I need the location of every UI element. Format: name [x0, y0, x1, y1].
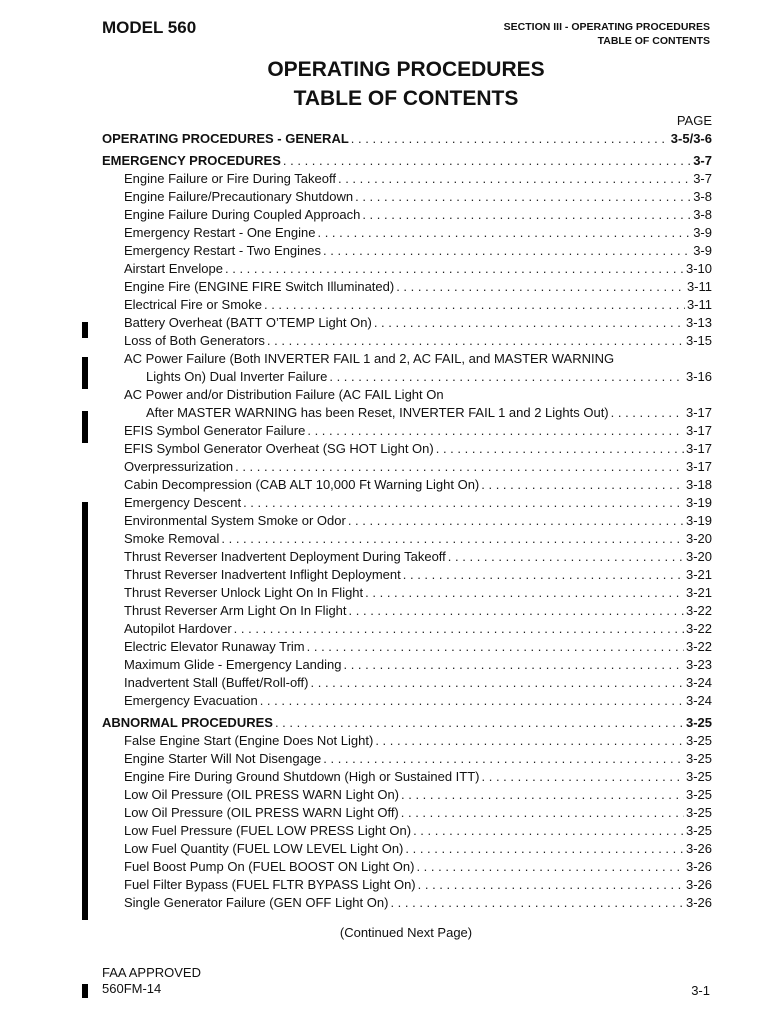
- toc-entry: [102, 512, 712, 530]
- toc-page-number: 3-17: [685, 423, 712, 438]
- toc-entry: [102, 894, 712, 912]
- revision-bar: [82, 357, 88, 389]
- toc-section-heading: [102, 714, 712, 732]
- toc-entry-title: ABNORMAL PROCEDURES: [102, 715, 273, 730]
- toc-entry: [102, 530, 712, 548]
- toc-entry: [102, 440, 712, 458]
- toc-entry-title: Emergency Restart - One Engine: [124, 225, 316, 240]
- toc-entry: [102, 840, 712, 858]
- toc-entry-title: Emergency Evacuation: [124, 693, 258, 708]
- toc-page-number: 3-26: [685, 895, 712, 910]
- toc-entry-title: Electric Elevator Runaway Trim: [124, 639, 305, 654]
- toc-page-number: 3-26: [685, 841, 712, 856]
- dot-leader: [265, 332, 684, 350]
- toc-page-number: 3-10: [685, 261, 712, 276]
- toc-page-number: 3-22: [685, 639, 712, 654]
- toc-entry-title: Airstart Envelope: [124, 261, 223, 276]
- dot-leader: [327, 368, 684, 386]
- toc-page-number: 3-25: [685, 823, 712, 838]
- dot-leader: [411, 822, 684, 840]
- dot-leader: [394, 278, 685, 296]
- toc-entry-title: Battery Overheat (BATT O’TEMP Light On): [124, 315, 372, 330]
- section-header: [504, 20, 710, 48]
- toc-entry: [102, 314, 712, 332]
- toc-entry: [102, 476, 712, 494]
- toc-entry-title: EFIS Symbol Generator Overheat (SG HOT Light On): [124, 441, 434, 456]
- toc-page-number: 3-25: [685, 733, 712, 748]
- dot-leader: [321, 242, 691, 260]
- toc-entry-title: Thrust Reverser Inadvertent Deployment During Takeoff: [124, 549, 446, 564]
- toc-entry: [102, 170, 712, 188]
- toc-entry: [102, 332, 712, 350]
- toc-page-number: 3-23: [685, 657, 712, 672]
- toc-page-number: 3-21: [685, 567, 712, 582]
- toc-entry: [102, 206, 712, 224]
- dot-leader: [347, 602, 684, 620]
- toc-section-heading: [102, 130, 712, 148]
- toc-page-number: 3-15: [685, 333, 712, 348]
- toc-entry: [102, 296, 712, 314]
- toc-entry: [102, 858, 712, 876]
- toc-entry: [102, 876, 712, 894]
- toc-page-number: 3-17: [685, 459, 712, 474]
- toc-entry: [102, 674, 712, 692]
- toc-entry-title: Inadvertent Stall (Buffet/Roll-off): [124, 675, 309, 690]
- dot-leader: [341, 656, 683, 674]
- toc-entry: [102, 602, 712, 620]
- section-header-line1: SECTION III - OPERATING PROCEDURES: [503, 21, 710, 33]
- toc-entry: [102, 732, 712, 750]
- toc-entry: [102, 494, 712, 512]
- faa-approved-label: FAA APPROVED: [102, 965, 201, 980]
- toc-page-number: 3-26: [685, 859, 712, 874]
- toc-page-number: 3-25: [685, 805, 712, 820]
- toc-page-number: 3-17: [685, 405, 712, 420]
- toc-section-heading: [102, 152, 712, 170]
- toc-entry-title: Emergency Descent: [124, 495, 242, 510]
- dot-leader: [336, 170, 691, 188]
- toc-entry-title: Engine Failure During Coupled Approach: [124, 207, 361, 222]
- toc-entry-title: Single Generator Failure (GEN OFF Light On): [124, 895, 389, 910]
- toc-page-number: 3-25: [685, 751, 712, 766]
- document-id: 560FM-14: [102, 981, 162, 996]
- toc-entry: [102, 350, 712, 368]
- dot-leader: [480, 768, 684, 786]
- toc-entry: [102, 620, 712, 638]
- toc-entry-title: Cabin Decompression (CAB ALT 10,000 Ft Warning Light On): [124, 477, 480, 492]
- toc-page-number: 3-21: [685, 585, 712, 600]
- dot-leader: [281, 152, 691, 170]
- toc-page-number: 3-8: [693, 189, 712, 204]
- toc-page-number: 3-26: [685, 877, 712, 892]
- toc-entry: [102, 386, 712, 404]
- toc-page-number: 3-24: [685, 693, 712, 708]
- dot-leader: [232, 620, 684, 638]
- toc-entry: [102, 750, 712, 768]
- toc-entry-title: Low Fuel Quantity (FUEL LOW LEVEL Light On): [124, 841, 404, 856]
- toc-page-number: 3-20: [685, 531, 712, 546]
- toc-entry: [102, 224, 712, 242]
- toc-entry-title: EMERGENCY PROCEDURES: [102, 153, 281, 168]
- revision-bar: [82, 322, 88, 338]
- toc-page-number: 3-19: [685, 495, 712, 510]
- toc-entry-title: Engine Starter Will Not Disengage: [124, 751, 322, 766]
- toc-entry: [102, 404, 712, 422]
- dot-leader: [321, 750, 684, 768]
- toc-entry-title: After MASTER WARNING has been Reset, INVERTER FAIL 1 and 2 Lights Out): [146, 405, 609, 420]
- toc-page-number: 3-24: [685, 675, 712, 690]
- dot-leader: [414, 858, 684, 876]
- toc-page-number: 3-25: [685, 715, 712, 730]
- toc-entry-title: Engine Failure/Precautionary Shutdown: [124, 189, 354, 204]
- toc-page-number: 3-11: [686, 297, 712, 312]
- dot-leader: [219, 530, 684, 548]
- toc-page-number: 3-16: [685, 369, 712, 384]
- dot-leader: [305, 422, 684, 440]
- toc-entry-title: Fuel Filter Bypass (FUEL FLTR BYPASS Light On): [124, 877, 416, 892]
- toc-page-number: 3-19: [685, 513, 712, 528]
- toc-page-number: 3-18: [685, 477, 712, 492]
- toc-entry-title: Low Oil Pressure (OIL PRESS WARN Light Off): [124, 805, 399, 820]
- page-title: [0, 55, 768, 113]
- toc-page-number: 3-11: [686, 279, 712, 294]
- toc-entry-title: AC Power and/or Distribution Failure (AC FAIL Light On: [124, 387, 444, 402]
- dot-leader: [479, 476, 684, 494]
- toc-entry-title: Fuel Boost Pump On (FUEL BOOST ON Light On): [124, 859, 415, 874]
- toc-entry-title: AC Power Failure (Both INVERTER FAIL 1 and 2, AC FAIL, and MASTER WARNING: [124, 351, 615, 366]
- toc-entry-title: False Engine Start (Engine Does Not Light): [124, 733, 374, 748]
- dot-leader: [363, 584, 684, 602]
- toc-entry-title: Electrical Fire or Smoke: [124, 297, 262, 312]
- toc-page-number: 3-22: [685, 621, 712, 636]
- dot-leader: [309, 674, 684, 692]
- dot-leader: [373, 732, 684, 750]
- section-header-line2: TABLE OF CONTENTS: [597, 35, 710, 47]
- toc-entry-title: Engine Failure or Fire During Takeoff: [124, 171, 336, 186]
- toc-entry-title: Engine Fire During Ground Shutdown (High or Sustained ITT): [124, 769, 480, 784]
- dot-leader: [241, 494, 684, 512]
- dot-leader: [258, 692, 684, 710]
- toc-entry: [102, 242, 712, 260]
- toc-entry-title: Engine Fire (ENGINE FIRE Switch Illuminated): [124, 279, 395, 294]
- dot-leader: [609, 404, 684, 422]
- dot-leader: [399, 804, 684, 822]
- dot-leader: [434, 440, 684, 458]
- dot-leader: [372, 314, 684, 332]
- toc-entry-title: Low Oil Pressure (OIL PRESS WARN Light On): [124, 787, 400, 802]
- toc-entry: [102, 768, 712, 786]
- toc-entry-title: OPERATING PROCEDURES - GENERAL: [102, 131, 349, 146]
- dot-leader: [223, 260, 684, 278]
- toc-entry: [102, 458, 712, 476]
- toc-page-number: 3-7: [693, 153, 712, 168]
- toc-entry-title: Thrust Reverser Inadvertent Inflight Deployment: [124, 567, 401, 582]
- toc-entry-title: Loss of Both Generators: [124, 333, 265, 348]
- toc-entry: [102, 584, 712, 602]
- toc-entry-title: Maximum Glide - Emergency Landing: [124, 657, 342, 672]
- toc-entry-title: Emergency Restart - Two Engines: [124, 243, 322, 258]
- dot-leader: [399, 786, 684, 804]
- dot-leader: [273, 714, 684, 732]
- dot-leader: [346, 512, 684, 530]
- toc-entry-title: EFIS Symbol Generator Failure: [124, 423, 306, 438]
- page-number: 3-1: [691, 983, 710, 998]
- model-title: MODEL 560: [102, 18, 197, 37]
- dot-leader: [416, 876, 684, 894]
- continued-note: (Continued Next Page): [339, 925, 473, 940]
- toc-page-number: 3-13: [685, 315, 712, 330]
- toc-entry-title: Thrust Reverser Arm Light On In Flight: [124, 603, 347, 618]
- dot-leader: [305, 638, 684, 656]
- toc-entry: [102, 548, 712, 566]
- toc-entry: [102, 188, 712, 206]
- page-column-label: PAGE: [676, 113, 712, 128]
- toc-entry-title: Autopilot Hardover: [124, 621, 232, 636]
- toc-entry-title: Thrust Reverser Unlock Light On In Flight: [124, 585, 364, 600]
- page-title-line1: OPERATING PROCEDURES: [267, 58, 545, 81]
- toc-entry: [102, 656, 712, 674]
- toc-page-number: 3-9: [693, 243, 712, 258]
- toc-entry: [102, 278, 712, 296]
- toc-entry: [102, 422, 712, 440]
- toc-entry: [102, 638, 712, 656]
- toc-entry: [102, 566, 712, 584]
- dot-leader: [233, 458, 684, 476]
- dot-leader: [403, 840, 684, 858]
- toc-entry: [102, 786, 712, 804]
- dot-leader: [388, 894, 684, 912]
- toc-page-number: 3-7: [693, 171, 712, 186]
- toc-entry-title: Smoke Removal: [124, 531, 220, 546]
- dot-leader: [360, 206, 691, 224]
- toc-entry-title: Overpressurization: [124, 459, 234, 474]
- toc-page-number: 3-20: [685, 549, 712, 564]
- toc-entry: [102, 692, 712, 710]
- revision-bar: [82, 502, 88, 920]
- toc-entry: [102, 260, 712, 278]
- dot-leader: [349, 130, 669, 148]
- dot-leader: [446, 548, 684, 566]
- footer-left: [102, 965, 201, 997]
- page-title-line2: TABLE OF CONTENTS: [293, 87, 519, 110]
- toc-page-number: 3-9: [693, 225, 712, 240]
- dot-leader: [401, 566, 684, 584]
- toc-page-number: 3-25: [685, 787, 712, 802]
- table-of-contents: [102, 130, 712, 912]
- revision-bar: [82, 411, 88, 443]
- toc-entry-title: Low Fuel Pressure (FUEL LOW PRESS Light On): [124, 823, 412, 838]
- toc-page-number: 3-22: [685, 603, 712, 618]
- toc-entry: [102, 368, 712, 386]
- dot-leader: [315, 224, 691, 242]
- toc-page-number: 3-17: [685, 441, 712, 456]
- toc-entry-title: Lights On) Dual Inverter Failure: [146, 369, 328, 384]
- toc-entry-title: Environmental System Smoke or Odor: [124, 513, 346, 528]
- revision-bar: [82, 984, 88, 998]
- toc-entry: [102, 804, 712, 822]
- toc-page-number: 3-25: [685, 769, 712, 784]
- toc-page-number: 3-8: [693, 207, 712, 222]
- dot-leader: [353, 188, 691, 206]
- toc-entry: [102, 822, 712, 840]
- dot-leader: [262, 296, 685, 314]
- toc-page-number: 3-5/3-6: [670, 131, 712, 146]
